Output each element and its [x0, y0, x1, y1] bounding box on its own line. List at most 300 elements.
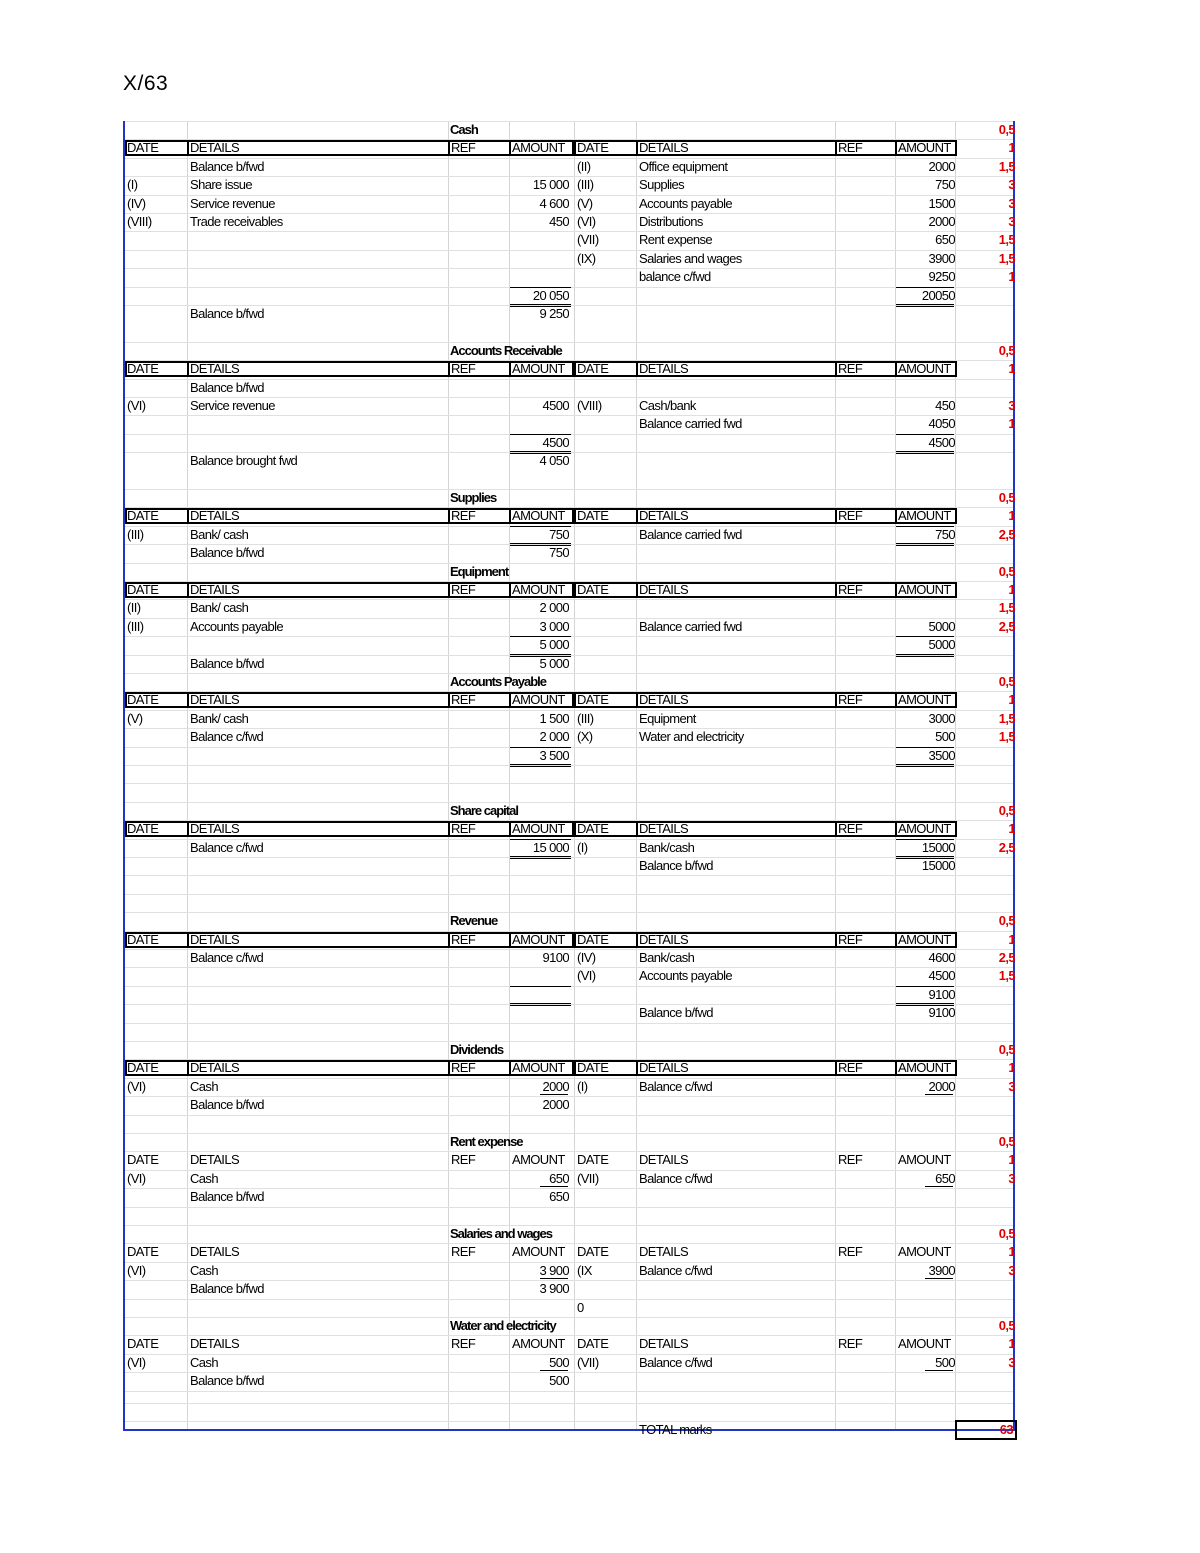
header-date: DATE — [577, 692, 609, 708]
page-title: X/63 — [123, 72, 169, 95]
header-amount: AMOUNT — [898, 821, 951, 837]
entry-details — [639, 287, 834, 305]
entry-date — [127, 967, 185, 985]
entry-date — [127, 1391, 185, 1409]
entry-details — [639, 894, 834, 912]
entry-amount — [895, 655, 955, 673]
entry-amount — [895, 765, 955, 783]
marks-value — [955, 783, 1015, 801]
header-details: DETAILS — [190, 361, 240, 377]
entry-details — [190, 415, 445, 433]
header-amount: AMOUNT — [512, 1336, 565, 1352]
entry-date: (II) — [577, 158, 591, 174]
header-cell-border — [448, 508, 511, 524]
account-title: Accounts Receivable — [450, 342, 562, 358]
entry-details: Cash — [190, 1262, 218, 1278]
entry-details: Cash — [190, 1354, 218, 1370]
marks-value — [955, 1096, 1015, 1114]
account-title: Accounts Payable — [450, 674, 546, 689]
total-underline — [896, 636, 954, 637]
entry-amount — [895, 1115, 955, 1133]
entry-details — [639, 986, 834, 1004]
header-amount: AMOUNT — [512, 692, 565, 708]
entry-date — [577, 857, 635, 875]
entry-date — [577, 268, 635, 286]
entry-details — [639, 1372, 834, 1390]
header-cell-border — [125, 821, 189, 837]
entry-date — [127, 894, 185, 912]
entry-amount: 3 000 — [539, 618, 569, 634]
account-title: Cash — [450, 122, 478, 137]
entry-amount: 650 — [549, 1170, 569, 1186]
header-cell-border — [835, 582, 897, 598]
entry-amount — [509, 1391, 569, 1409]
entry-details: Accounts payable — [639, 968, 733, 984]
marks-value — [955, 636, 1015, 654]
entry-details: Balance b/fwd — [190, 1189, 264, 1205]
account-title: Revenue — [450, 913, 498, 929]
marks-value: 1 — [1008, 1152, 1015, 1168]
header-date: DATE — [127, 361, 159, 377]
marks-value — [955, 1004, 1015, 1022]
grid-column-line — [636, 121, 637, 1429]
entry-details: Rent expense — [639, 232, 713, 248]
entry-date: (X) — [577, 729, 593, 745]
header-ref: REF — [838, 1152, 863, 1168]
marks-value: 1 — [1008, 140, 1015, 156]
entry-amount: 15 000 — [532, 177, 569, 193]
header-amount: AMOUNT — [512, 1152, 565, 1168]
header-details: DETAILS — [190, 140, 240, 156]
header-date: DATE — [127, 1244, 159, 1260]
entry-date — [127, 839, 185, 857]
entry-date — [577, 618, 635, 636]
header-cell-border — [187, 140, 450, 156]
header-details: DETAILS — [190, 508, 240, 524]
header-ref: REF — [838, 821, 863, 837]
entry-date: (V) — [577, 195, 593, 211]
entry-details — [190, 636, 445, 654]
marks-value: 2,5 — [998, 839, 1015, 855]
marks-value: 1,5 — [998, 232, 1015, 248]
marks-value — [955, 986, 1015, 1004]
marks-value: 1,5 — [998, 729, 1015, 745]
header-cell-border — [125, 508, 189, 524]
entry-details: Balance c/fwd — [190, 839, 264, 855]
marks-value: 0,5 — [998, 490, 1015, 505]
header-cell-border — [636, 140, 837, 156]
entry-amount: 750 — [935, 177, 955, 193]
header-cell-border — [895, 692, 957, 708]
entry-amount: 2000 — [542, 1097, 569, 1113]
entry-date: (IX) — [577, 250, 596, 266]
entry-date — [577, 1188, 635, 1206]
entry-date — [577, 1372, 635, 1390]
header-cell-border — [636, 508, 837, 524]
entry-amount: 450 — [549, 214, 569, 229]
entry-details — [190, 268, 445, 286]
entry-details — [190, 986, 445, 1004]
entry-amount: 20 050 — [532, 287, 569, 303]
header-date: DATE — [577, 1336, 609, 1352]
header-details: DETAILS — [639, 931, 689, 947]
entry-date: (VI) — [577, 968, 596, 984]
header-cell-border — [448, 1060, 511, 1076]
header-cell-border — [895, 508, 957, 524]
entry-amount — [895, 894, 955, 912]
marks-value — [955, 1299, 1015, 1317]
entry-date: (I) — [127, 177, 138, 193]
entry-amount — [895, 1207, 955, 1225]
entry-date: (II) — [127, 600, 141, 616]
entry-details: Balance b/fwd — [190, 306, 264, 321]
marks-value: 0,5 — [998, 674, 1015, 689]
marks-value: 0,5 — [998, 342, 1015, 358]
entry-date: (V) — [127, 710, 143, 726]
total-underline — [896, 287, 954, 288]
marks-value: 1 — [1008, 1244, 1015, 1260]
entry-amount: 4 600 — [539, 195, 569, 211]
entry-date — [127, 434, 185, 452]
marks-value: 0,5 — [998, 1042, 1015, 1057]
header-date: DATE — [127, 931, 159, 947]
header-cell-border — [636, 692, 837, 708]
header-amount: AMOUNT — [512, 361, 565, 377]
entry-date — [577, 1096, 635, 1114]
entry-date: (VIII) — [127, 214, 152, 229]
entry-date: (VI) — [127, 398, 146, 413]
entry-date — [577, 1280, 635, 1298]
entry-amount: 5 000 — [539, 637, 569, 653]
entry-amount: 2 000 — [539, 600, 569, 616]
header-ref: REF — [451, 1152, 476, 1168]
header-cell-border — [509, 821, 574, 837]
marks-value — [955, 1115, 1015, 1133]
header-date: DATE — [127, 692, 159, 708]
grid-column-line — [835, 121, 836, 1429]
grid-row-line — [125, 1421, 1013, 1422]
entry-date — [577, 526, 635, 544]
header-details: DETAILS — [190, 582, 240, 597]
header-cell-border — [895, 821, 957, 837]
marks-value: 3 — [1008, 177, 1015, 193]
header-amount: AMOUNT — [898, 140, 951, 156]
entry-amount: 2000 — [928, 158, 955, 174]
marks-value: 2,5 — [998, 950, 1015, 965]
header-amount: AMOUNT — [898, 1152, 951, 1168]
entry-amount: 9100 — [928, 986, 955, 1002]
header-cell-border — [125, 932, 189, 948]
header-date: DATE — [577, 508, 609, 524]
entry-date — [127, 250, 185, 268]
marks-value: 1 — [1008, 821, 1015, 837]
header-cell-border — [574, 1060, 638, 1076]
entry-amount: 500 — [935, 1354, 955, 1370]
header-date: DATE — [127, 508, 159, 524]
entry-amount: 15000 — [921, 839, 955, 855]
entry-date — [127, 747, 185, 765]
entry-date — [127, 655, 185, 673]
header-amount: AMOUNT — [898, 931, 951, 947]
entry-date: (VI) — [127, 1262, 146, 1278]
marks-value — [955, 1023, 1015, 1041]
entry-amount — [895, 544, 955, 562]
entry-date — [577, 287, 635, 305]
entry-details — [639, 1096, 834, 1114]
entry-amount — [895, 1096, 955, 1114]
entry-details: Bank/cash — [639, 950, 695, 965]
entry-details — [639, 379, 834, 397]
header-cell-border — [895, 361, 957, 377]
entry-date — [127, 783, 185, 801]
marks-value: 0,5 — [998, 802, 1015, 818]
header-cell-border — [448, 361, 511, 377]
marks-value: 1 — [1008, 416, 1015, 432]
entry-date — [127, 287, 185, 305]
entry-details — [190, 967, 445, 985]
entry-date — [127, 1115, 185, 1133]
entry-details — [639, 452, 834, 470]
marks-value: 1,5 — [998, 968, 1015, 984]
entry-amount — [895, 305, 955, 323]
header-details: DETAILS — [190, 1244, 240, 1260]
entry-date — [127, 1372, 185, 1390]
entry-details — [190, 894, 445, 912]
header-ref: REF — [451, 582, 476, 597]
entry-details — [190, 1023, 445, 1041]
entry-date — [577, 765, 635, 783]
entry-date — [577, 415, 635, 433]
header-amount: AMOUNT — [898, 1336, 951, 1352]
entry-details: Accounts payable — [639, 195, 733, 211]
entry-details: Water and electricity — [639, 729, 744, 745]
entry-amount — [895, 599, 955, 617]
entry-details — [190, 1004, 445, 1022]
entry-date — [127, 1004, 185, 1022]
header-cell-border — [509, 582, 574, 598]
entry-amount — [895, 379, 955, 397]
account-title: Water and electricity — [450, 1318, 556, 1333]
entry-details: Balance carried fwd — [639, 416, 742, 432]
marks-value — [955, 1207, 1015, 1225]
total-underline — [510, 526, 571, 527]
header-ref: REF — [838, 361, 863, 377]
marks-value: 3 — [1008, 1078, 1015, 1094]
entry-amount — [509, 1115, 569, 1133]
header-amount: AMOUNT — [898, 508, 951, 524]
entry-date — [577, 1023, 635, 1041]
header-date: DATE — [127, 1336, 159, 1352]
entry-date — [127, 765, 185, 783]
marks-value: 1 — [1008, 1060, 1015, 1076]
entry-date — [127, 949, 185, 967]
header-ref: REF — [838, 692, 863, 708]
header-cell-border — [636, 582, 837, 598]
entry-date: (III) — [127, 526, 144, 542]
header-date: DATE — [127, 821, 159, 837]
entry-date — [127, 728, 185, 746]
marks-value: 1 — [1008, 931, 1015, 947]
entry-amount — [895, 1372, 955, 1390]
marks-value: 3 — [1008, 1354, 1015, 1370]
entry-amount: 500 — [549, 1354, 569, 1370]
entry-amount: 750 — [549, 545, 569, 561]
entry-details — [639, 875, 834, 893]
entry-date — [577, 434, 635, 452]
header-cell-border — [574, 692, 638, 708]
marks-value — [955, 875, 1015, 893]
header-cell-border — [125, 361, 189, 377]
entry-details — [190, 231, 445, 249]
header-cell-border — [187, 932, 450, 948]
header-cell-border — [509, 361, 574, 377]
entry-details: Balance b/fwd — [190, 545, 264, 561]
entry-date — [577, 599, 635, 617]
entry-date — [577, 655, 635, 673]
entry-details — [639, 1188, 834, 1206]
entry-date — [127, 1023, 185, 1041]
header-amount: AMOUNT — [512, 508, 565, 524]
header-cell-border — [895, 140, 957, 156]
entry-amount — [509, 783, 569, 801]
entry-amount — [509, 857, 569, 875]
header-amount: AMOUNT — [512, 1060, 565, 1076]
entry-details — [639, 544, 834, 562]
marks-value: 1 — [1008, 508, 1015, 524]
marks-value — [955, 747, 1015, 765]
entry-date — [127, 875, 185, 893]
entry-amount — [509, 1004, 569, 1022]
entry-details — [639, 1299, 834, 1317]
entry-details: Bank/ cash — [190, 710, 249, 726]
entry-amount — [895, 1280, 955, 1298]
amount-underline — [540, 1278, 568, 1279]
header-amount: AMOUNT — [898, 1060, 951, 1076]
marks-value — [955, 1280, 1015, 1298]
header-details: DETAILS — [639, 821, 689, 837]
entry-date: (IV) — [127, 195, 146, 211]
header-details: DETAILS — [190, 1336, 240, 1352]
header-date: DATE — [577, 361, 609, 377]
header-cell-border — [448, 932, 511, 948]
entry-amount: 750 — [935, 526, 955, 542]
entry-details: Balance b/fwd — [190, 379, 264, 395]
entry-date: (VI) — [127, 1170, 146, 1186]
entry-details: Balance c/fwd — [639, 1262, 713, 1278]
marks-value: 1 — [1008, 1336, 1015, 1352]
entry-details — [190, 765, 445, 783]
account-title: Supplies — [450, 490, 497, 505]
entry-amount — [895, 452, 955, 470]
header-details: DETAILS — [639, 1244, 689, 1260]
entry-amount: 3900 — [928, 250, 955, 266]
entry-date: (III) — [577, 177, 594, 193]
entry-details — [190, 287, 445, 305]
marks-value — [955, 765, 1015, 783]
marks-value: 3 — [1008, 195, 1015, 211]
entry-date — [577, 1004, 635, 1022]
entry-date — [127, 1096, 185, 1114]
entry-amount — [509, 158, 569, 176]
header-cell-border — [835, 692, 897, 708]
marks-value: 3 — [1008, 214, 1015, 229]
header-details: DETAILS — [190, 1060, 240, 1076]
marks-value: 1 — [1008, 361, 1015, 377]
entry-details: Supplies — [639, 177, 685, 193]
header-details: DETAILS — [639, 1152, 689, 1168]
header-cell-border — [835, 821, 897, 837]
entry-date — [577, 305, 635, 323]
header-date: DATE — [577, 1244, 609, 1260]
entry-amount: 1500 — [928, 195, 955, 211]
total-underline — [510, 839, 571, 840]
marks-value — [955, 655, 1015, 673]
entry-date — [127, 158, 185, 176]
entry-date — [127, 1299, 185, 1317]
entry-amount: 5000 — [928, 618, 955, 634]
header-date: DATE — [577, 1060, 609, 1076]
header-ref: REF — [838, 931, 863, 947]
entry-amount — [509, 250, 569, 268]
entry-date — [577, 1207, 635, 1225]
grid-column-line — [448, 121, 449, 1429]
entry-details: Bank/ cash — [190, 526, 249, 542]
header-details: DETAILS — [190, 821, 240, 837]
entry-date: (VII) — [577, 232, 599, 248]
entry-details: Service revenue — [190, 195, 275, 211]
marks-value — [955, 452, 1015, 470]
entry-details: Balance b/fwd — [190, 1097, 264, 1113]
header-cell-border — [125, 140, 189, 156]
entry-date — [577, 894, 635, 912]
marks-value — [955, 305, 1015, 323]
entry-details — [190, 1115, 445, 1133]
account-title: Dividends — [450, 1042, 504, 1057]
total-underline — [896, 526, 954, 527]
header-cell-border — [448, 582, 511, 598]
entry-amount: 500 — [935, 729, 955, 745]
header-cell-border — [448, 140, 511, 156]
account-title: Share capital — [450, 802, 518, 818]
header-cell-border — [125, 692, 189, 708]
entry-amount: 2000 — [542, 1078, 569, 1094]
entry-date: (III) — [127, 618, 144, 634]
entry-details — [639, 747, 834, 765]
marks-value — [955, 857, 1015, 875]
header-amount: AMOUNT — [512, 821, 565, 837]
entry-date — [127, 986, 185, 1004]
entry-details — [190, 857, 445, 875]
entry-details — [639, 636, 834, 654]
header-cell-border — [125, 582, 189, 598]
marks-value: 3 — [1008, 1262, 1015, 1278]
marks-value — [955, 1188, 1015, 1206]
header-cell-border — [187, 692, 450, 708]
entry-details — [190, 434, 445, 452]
entry-details: Cash — [190, 1170, 218, 1186]
entry-details: Balance b/fwd — [190, 1373, 264, 1389]
marks-value: 1,5 — [998, 158, 1015, 174]
entry-details: Balance c/fwd — [639, 1354, 713, 1370]
header-amount: AMOUNT — [512, 140, 565, 156]
marks-value — [955, 1391, 1015, 1409]
entry-amount — [509, 1299, 569, 1317]
entry-details: Office equipment — [639, 158, 728, 174]
entry-details: Service revenue — [190, 398, 275, 413]
entry-details — [639, 434, 834, 452]
header-cell-border — [636, 932, 837, 948]
entry-amount: 5000 — [928, 637, 955, 653]
